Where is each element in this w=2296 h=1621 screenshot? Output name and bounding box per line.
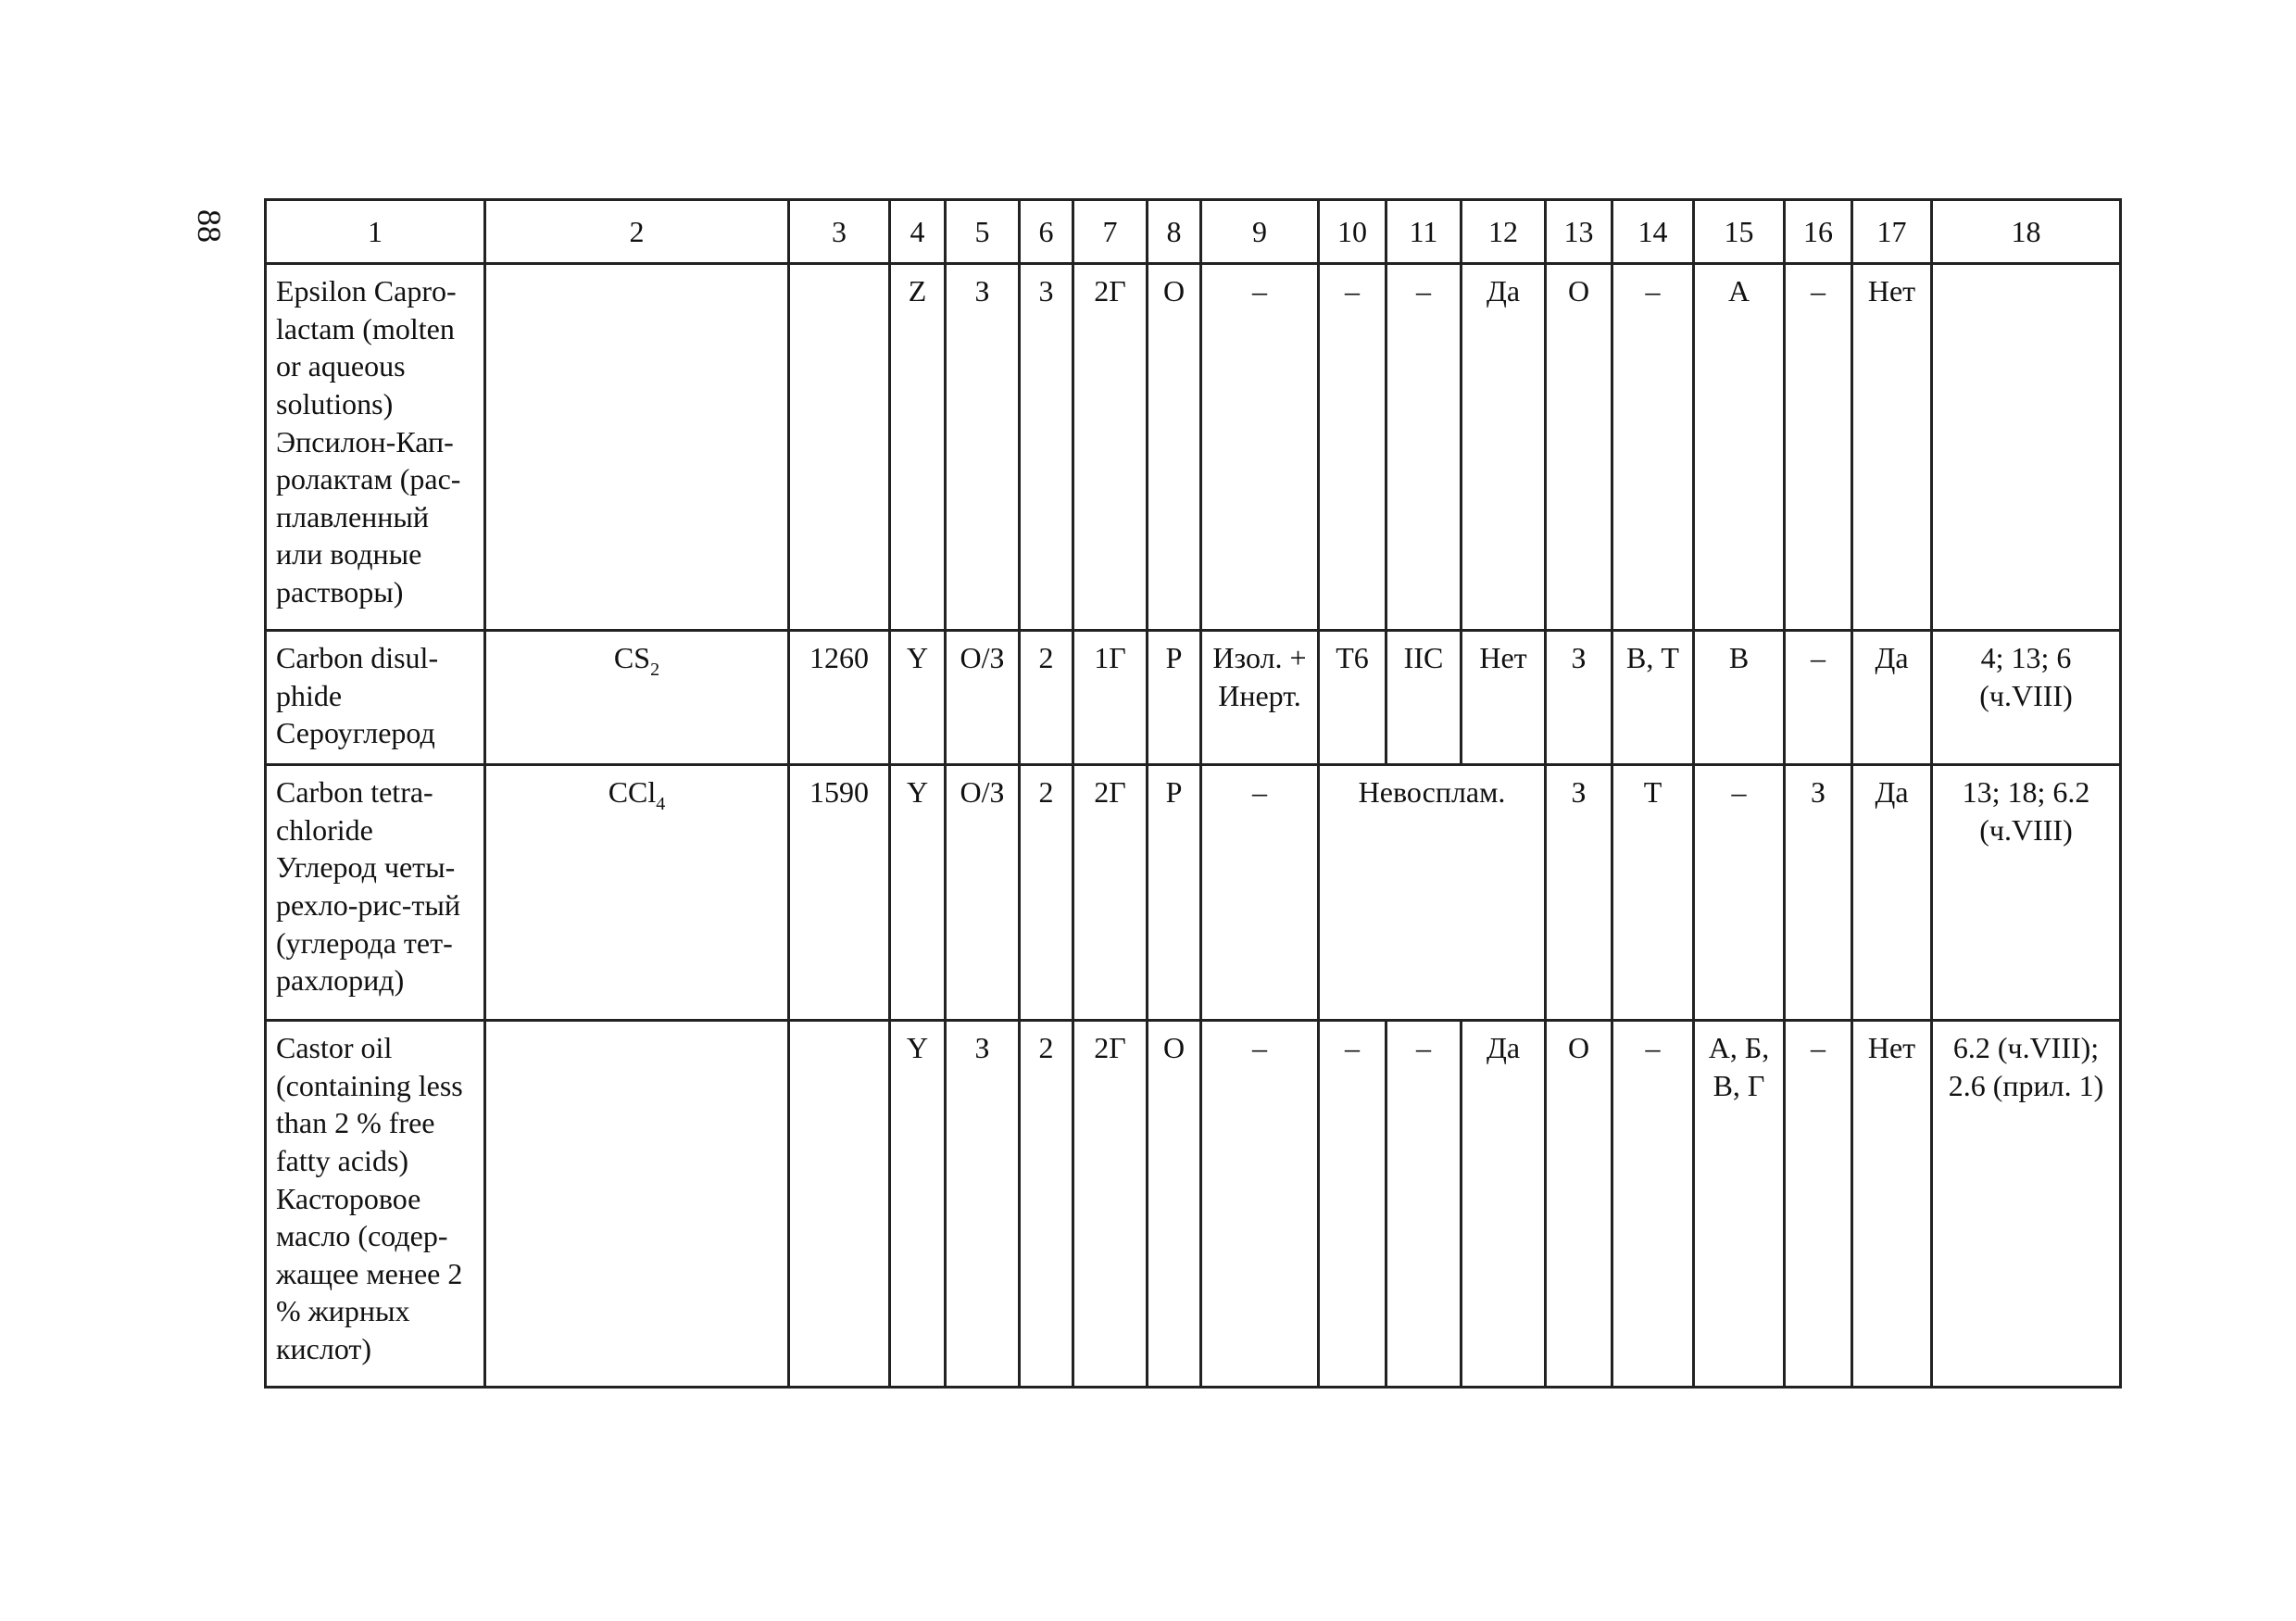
substance-name-cell xyxy=(266,264,485,631)
cell-5: О/З xyxy=(946,631,1020,765)
cargo-table xyxy=(264,198,2122,1389)
cell-13: З xyxy=(1546,631,1612,765)
header-cell: 11 xyxy=(1386,200,1462,264)
cell-15: – xyxy=(1694,765,1785,1021)
cell-16: – xyxy=(1785,631,1852,765)
cell-14: В, Т xyxy=(1612,631,1694,765)
cell-10: – xyxy=(1319,264,1386,631)
table-row xyxy=(266,631,2121,765)
cell-13: З xyxy=(1546,765,1612,1021)
cell-12: Да xyxy=(1462,264,1546,631)
header-cell: 9 xyxy=(1201,200,1319,264)
header-row xyxy=(266,200,2121,264)
formula-cell: CCl$_4$ xyxy=(485,765,789,1021)
formula-cell: $CS_2$ xyxy=(485,631,789,765)
cell-13: О xyxy=(1546,1021,1612,1388)
name-ru: Сероуглерод xyxy=(276,716,435,750)
cell-6: 2 xyxy=(1020,765,1073,1021)
name-ru: Касторовое масло (содер-жащее менее 2 % жирных кислот) xyxy=(276,1181,463,1365)
header-cell: 5 xyxy=(946,200,1020,264)
cell-12: Нет xyxy=(1462,631,1546,765)
cell-18: 13; 18; 6.2 (ч.VIII) xyxy=(1932,765,2121,1021)
cell-4: Y xyxy=(890,631,946,765)
cell-17: Да xyxy=(1852,631,1932,765)
cell-14: – xyxy=(1612,1021,1694,1388)
cell-4: Z xyxy=(890,264,946,631)
header-cell: 3 xyxy=(789,200,890,264)
cell-6: 3 xyxy=(1020,264,1073,631)
cell-7: 2Г xyxy=(1073,1021,1148,1388)
cell-5: З xyxy=(946,1021,1020,1388)
cell-10-12-merged: Невосплам. xyxy=(1319,765,1546,1021)
cell-18: 6.2 (ч.VIII); 2.6 (прил. 1) xyxy=(1932,1021,2121,1388)
name-en: Carbon disul-phide xyxy=(276,641,439,712)
cell-3 xyxy=(789,1021,890,1388)
table-row xyxy=(266,264,2121,631)
header-cell: 4 xyxy=(890,200,946,264)
cell-7: 1Г xyxy=(1073,631,1148,765)
cell-18 xyxy=(1932,264,2121,631)
cell-8: О xyxy=(1148,264,1201,631)
cell-14: – xyxy=(1612,264,1694,631)
name-en: Castor oil (containing less than 2 % free fatty acids) xyxy=(276,1031,463,1177)
cell-14: Т xyxy=(1612,765,1694,1021)
cell-15: А xyxy=(1694,264,1785,631)
cell-15: А, Б, В, Г xyxy=(1694,1021,1785,1388)
header-cell: 8 xyxy=(1148,200,1201,264)
cell-9: – xyxy=(1201,765,1319,1021)
cell-13: О xyxy=(1546,264,1612,631)
cell-3 xyxy=(789,264,890,631)
cell-17: Нет xyxy=(1852,264,1932,631)
header-cell: 18 xyxy=(1932,200,2121,264)
cell-18: 4; 13; 6 (ч.VIII) xyxy=(1932,631,2121,765)
name-ru: Эпсилон-Кап-ролактам (рас-плавленный или водные растворы) xyxy=(276,424,461,609)
name-ru: Углерод четы-рехло-рис-тый (углерода тет-рахлорид) xyxy=(276,850,460,998)
cell-10: – xyxy=(1319,1021,1386,1388)
header-cell: 15 xyxy=(1694,200,1785,264)
table-row xyxy=(266,765,2121,1021)
header-cell: 7 xyxy=(1073,200,1148,264)
cell-16: – xyxy=(1785,264,1852,631)
cell-17: Нет xyxy=(1852,1021,1932,1388)
page-number: 88 xyxy=(191,209,228,243)
cell-9: – xyxy=(1201,1021,1319,1388)
cell-10: Т6 xyxy=(1319,631,1386,765)
cell-7: 2Г xyxy=(1073,765,1148,1021)
formula-cell xyxy=(485,1021,789,1388)
cell-9: – xyxy=(1201,264,1319,631)
substance-name-cell xyxy=(266,631,485,765)
substance-name-cell xyxy=(266,765,485,1021)
header-cell: 1 xyxy=(266,200,485,264)
cell-4: Y xyxy=(890,1021,946,1388)
cell-6: 2 xyxy=(1020,1021,1073,1388)
cell-16: – xyxy=(1785,1021,1852,1388)
header-cell: 2 xyxy=(485,200,789,264)
cell-15: В xyxy=(1694,631,1785,765)
header-cell: 14 xyxy=(1612,200,1694,264)
cell-3: 1590 xyxy=(789,765,890,1021)
cell-11: – xyxy=(1386,1021,1462,1388)
header-cell: 16 xyxy=(1785,200,1852,264)
cell-16: З xyxy=(1785,765,1852,1021)
header-cell: 13 xyxy=(1546,200,1612,264)
cell-8: Р xyxy=(1148,631,1201,765)
name-en: Carbon tetra-chloride xyxy=(276,775,433,847)
header-cell: 6 xyxy=(1020,200,1073,264)
cell-11: – xyxy=(1386,264,1462,631)
cell-5: О/З xyxy=(946,765,1020,1021)
cell-7: 2Г xyxy=(1073,264,1148,631)
header-cell: 10 xyxy=(1319,200,1386,264)
cell-11: IIС xyxy=(1386,631,1462,765)
header-cell: 17 xyxy=(1852,200,1932,264)
cell-4: Y xyxy=(890,765,946,1021)
formula-cell xyxy=(485,264,789,631)
cell-8: О xyxy=(1148,1021,1201,1388)
cell-6: 2 xyxy=(1020,631,1073,765)
cell-8: Р xyxy=(1148,765,1201,1021)
cell-12: Да xyxy=(1462,1021,1546,1388)
cell-3: 1260 xyxy=(789,631,890,765)
table-row xyxy=(266,1021,2121,1388)
cell-9: Изол. + Инерт. xyxy=(1201,631,1319,765)
cell-17: Да xyxy=(1852,765,1932,1021)
name-en: Epsilon Capro-lactam (molten or aqueous solutions) xyxy=(276,274,457,421)
cell-5: З xyxy=(946,264,1020,631)
substance-name-cell xyxy=(266,1021,485,1388)
header-cell: 12 xyxy=(1462,200,1546,264)
